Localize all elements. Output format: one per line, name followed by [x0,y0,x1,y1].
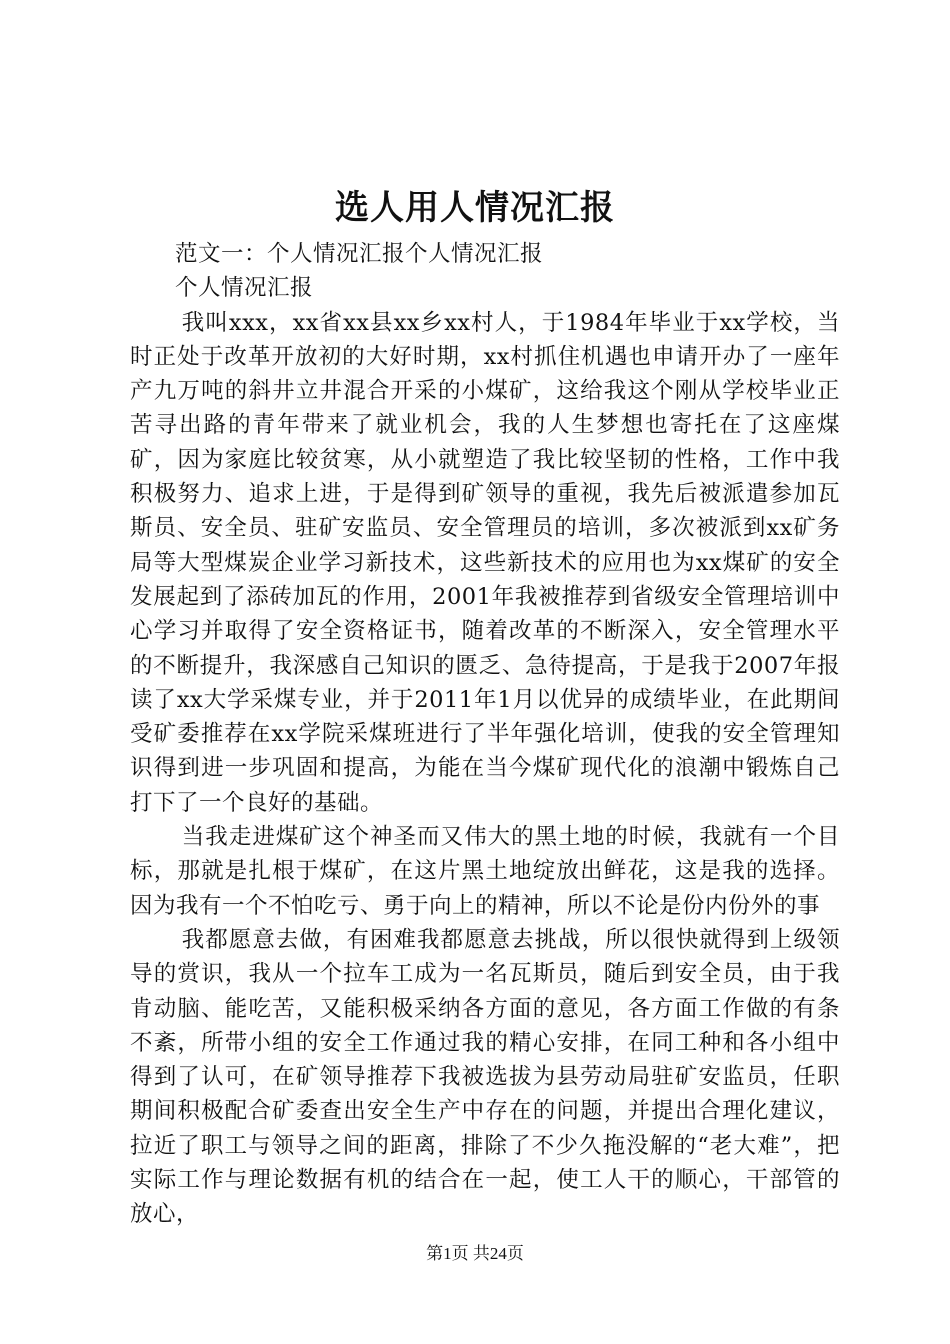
section-heading: 个人情况汇报 [175,275,314,302]
paragraph-3: 我都愿意去做，有困难我都愿意去挑战，所以很快就得到上级领导的赏识，我从一个拉车工成为一名瓦斯员，随后到安全员，由于我肯动脑、能吃苦，又能积极采纳各方面的意见，各方面工作做的有条不紊，所带小组的安全工作通过我的精心安排，在同工种和各小组中得到了认可，在矿领导推荐下我被选拔为县劳动局驻矿安监员，任职期间积极配合矿委查出安全生产中存在的问题，并提出合理化建议，拉近了职工与领导之间的距离，排除了不少久拖没解的“老大难”，把实际工作与理论数据有机的结合在一起，使工人干的顺心，干部管的放心， [130,926,840,1228]
page-footer: 第1页 共24页 [426,1244,524,1263]
document-title: 选人用人情况汇报 [335,188,615,228]
paragraph-1: 我叫xxx，xx省xx县xx乡xx村人，于1984年毕业于xx学校，当时正处于改革开放初的大好时期，xx村抓住机遇也申请开办了一座年产九万吨的斜井立井混合开采的小煤矿，这给我这个刚从学校毕业正苦寻出路的青年带来了就业机会，我的人生梦想也寄托在了这座煤矿，因为家庭比较贫寒，从小就塑造了我比较坚韧的性格，工作中我积极努力、追求上进，于是得到矿领导的重视，我先后被派遣参加瓦斯员、安全员、驻矿安监员、安全管理员的培训，多次被派到xx矿务局等大型煤炭企业学习新技术，这些新技术的应用也为xx煤矿的安全发展起到了添砖加瓦的作用，2001年我被推荐到省级安全管理培训中心学习并取得了安全资格证书，随着改革的不断深入，安全管理水平的不断提升，我深感自己知识的匮乏、急待提高，于是我于2007年报读了xx大学采煤专业，并于2011年1月以优异的成绩毕业，在此期间受矿委推荐在xx学院采煤班进行了半年强化培训，使我的安全管理知识得到进一步巩固和提高，为能在当今煤矿现代化的浪潮中锻炼自己打下了一个良好的基础。 [130,309,840,816]
subtitle-line: 范文一：个人情况汇报个人情况汇报 [175,241,544,267]
document-body [130,237,840,1232]
paragraph-2: 当我走进煤矿这个神圣而又伟大的黑土地的时候，我就有一个目标，那就是扎根于煤矿，在这片黑土地绽放出鲜花，这是我的选择。因为我有一个不怕吃亏、勇于向上的精神，所以不论是份内份外的事 [130,824,840,919]
